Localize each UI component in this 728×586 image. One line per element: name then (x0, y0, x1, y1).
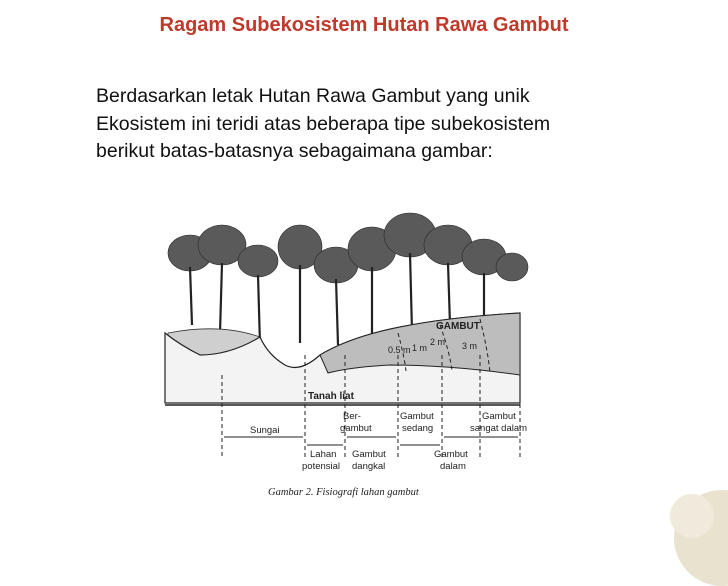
zone-label: Ber- (343, 411, 361, 422)
zone-label: Gambut (352, 449, 386, 460)
gambut-heading: GAMBUT (436, 321, 480, 332)
slide-title: Ragam Subekosistem Hutan Rawa Gambut (159, 14, 569, 36)
body-line: berikut batas-batasnya sebagaimana gambar: (96, 140, 493, 162)
figure-svg (150, 205, 530, 505)
depth-label: 0.5 m (388, 345, 411, 355)
zone-label: Sungai (250, 425, 280, 436)
zone-label: sangat dalam (470, 423, 528, 434)
depth-label: 2 m (430, 337, 446, 347)
zone-label: dalam (440, 461, 466, 472)
depth-label: 1 m (412, 343, 428, 353)
zone-arrows (224, 437, 518, 445)
zone-label: Gambut (434, 449, 468, 460)
peat-physiography-figure (150, 205, 530, 505)
zone-label: Gambut (482, 411, 516, 422)
zone-label: potensial (302, 461, 341, 472)
zone-label: sedang (402, 423, 434, 434)
figure-caption: Gambar 2. Fisiografi lahan gambut (268, 487, 419, 498)
body-line: Berdasarkan letak Hutan Rawa Gambut yang unik (96, 85, 530, 107)
decorative-circle-small (670, 494, 714, 538)
zone-label: Lahan (310, 449, 337, 460)
soil-label: Tanah liat (308, 391, 354, 402)
zone-label: Gambut (400, 411, 434, 422)
slide-body (96, 83, 676, 166)
depth-label: 3 m (462, 341, 478, 351)
body-line: Ekosistem ini teridi atas beberapa tipe subekosistem (96, 112, 551, 135)
zone-label: dangkal (352, 461, 386, 472)
zone-label: gambut (340, 423, 372, 434)
